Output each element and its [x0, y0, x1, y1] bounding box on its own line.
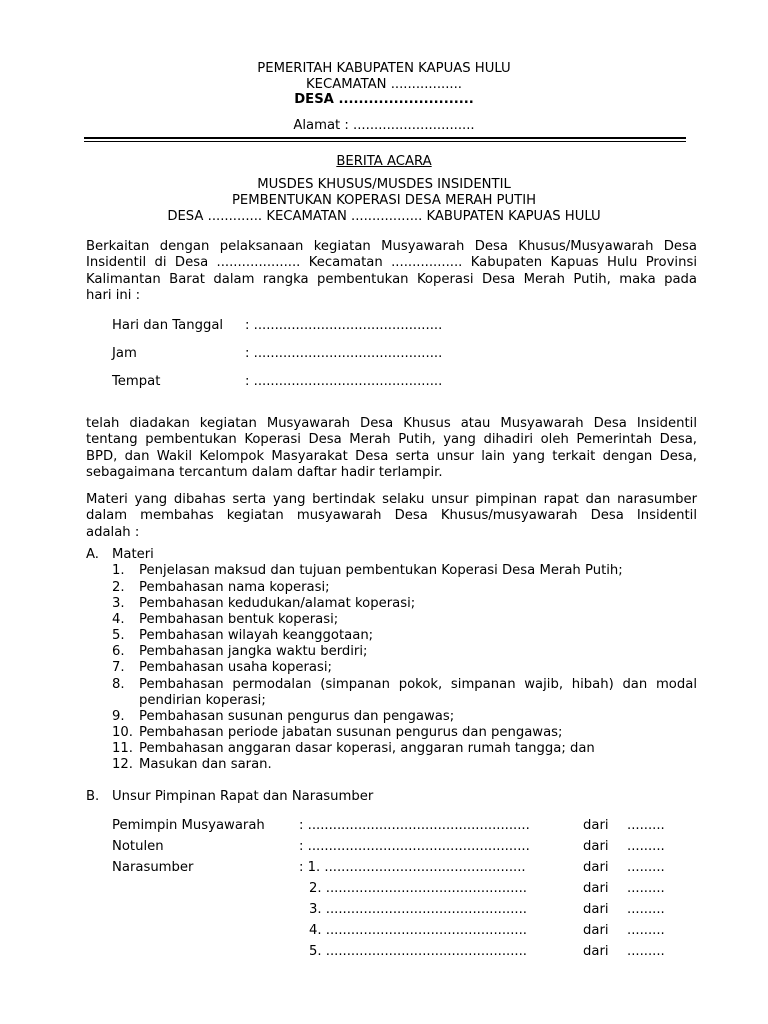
- role-value: : 1. ................................................: [299, 860, 526, 875]
- header-address: Alamat : .............................: [293, 118, 475, 133]
- list-item-text: Pembahasan periode jabatan susunan pengurus dan pengawas;: [139, 725, 563, 740]
- role-dari-label: dari: [583, 839, 609, 854]
- role-value: 2. ................................................: [309, 881, 527, 896]
- role-value: 4. ................................................: [309, 923, 527, 938]
- role-label-speakers: Narasumber: [112, 860, 194, 875]
- role-dari-label: dari: [583, 902, 609, 917]
- header-village: DESA ...........................: [294, 92, 474, 107]
- role-dari-value: .........: [627, 860, 665, 875]
- intro-line: Insidentil di Desa .................... Kecamatan ................. Kabupaten Kapuas Hulu Provinsi: [86, 255, 697, 271]
- document-type-title: BERITA ACARA: [336, 154, 432, 169]
- list-item-number: 11.: [112, 741, 133, 756]
- role-dari-label: dari: [583, 860, 609, 875]
- list-item-text: Masukan dan saran.: [139, 757, 272, 772]
- title-line-2: PEMBENTUKAN KOPERASI DESA MERAH PUTIH: [231, 193, 537, 208]
- list-item-text: Pembahasan kedudukan/alamat koperasi;: [139, 596, 416, 611]
- role-value: 5. ................................................: [309, 944, 527, 959]
- role-value: : .....................................................: [299, 839, 530, 854]
- role-dari-value: .........: [627, 902, 665, 917]
- role-dari-label: dari: [583, 881, 609, 896]
- role-dari-label: dari: [583, 944, 609, 959]
- title-line-1: MUSDES KHUSUS/MUSDES INSIDENTIL: [257, 177, 511, 192]
- section-b-marker: B.: [86, 789, 100, 804]
- list-item-number: 8.: [112, 677, 125, 692]
- role-dari-value: .........: [627, 881, 665, 896]
- activity-line: sebagaimana tercantum dalam daftar hadir terlampir.: [86, 464, 443, 480]
- header-divider-thick: [84, 137, 686, 139]
- materials-line: adalah :: [86, 524, 140, 540]
- role-value: 3. ................................................: [309, 902, 527, 917]
- list-item-text-line: pendirian koperasi;: [139, 693, 266, 709]
- title-line-3: DESA ............. KECAMATAN ................. KABUPATEN KAPUAS HULU: [167, 209, 601, 224]
- section-a-marker: A.: [86, 547, 99, 562]
- header-government: PEMERITAH KABUPATEN KAPUAS HULU: [257, 61, 511, 76]
- section-a-title: Materi: [112, 547, 154, 562]
- list-item-text: Penjelasan maksud dan tujuan pembentukan Koperasi Desa Merah Putih;: [139, 563, 623, 578]
- list-item-text: Pembahasan wilayah keanggotaan;: [139, 628, 374, 643]
- activity-line: BPD, dan Wakil Kelompok Masyarakat Desa serta unsur lain yang terkait dengan Desa,: [86, 448, 697, 464]
- intro-line: hari ini :: [86, 287, 141, 303]
- materials-paragraph: [86, 492, 697, 541]
- materials-line: Materi yang dibahas serta yang bertindak selaku unsur pimpinan rapat dan narasumber: [86, 492, 697, 507]
- list-item-number: 4.: [112, 612, 125, 627]
- role-dari-label: dari: [583, 923, 609, 938]
- role-dari-value: .........: [627, 923, 665, 938]
- list-item-text: Pembahasan susunan pengurus dan pengawas;: [139, 709, 455, 724]
- list-item-number: 5.: [112, 628, 125, 643]
- role-dari-value: .........: [627, 944, 665, 959]
- header-district: KECAMATAN .................: [306, 77, 462, 92]
- field-value-place: : .............................................: [245, 374, 443, 389]
- field-label-place: Tempat: [112, 374, 161, 389]
- activity-paragraph: [86, 416, 697, 481]
- list-item-number: 12.: [112, 757, 133, 772]
- list-item-text: Pembahasan usaha koperasi;: [139, 660, 332, 675]
- list-item-text-line: Pembahasan permodalan (simpanan pokok, simpanan wajib, hibah) dan modal: [139, 677, 697, 692]
- field-label-time: Jam: [112, 346, 137, 361]
- intro-paragraph: [86, 239, 697, 304]
- field-value-time: : .............................................: [245, 346, 443, 361]
- header-divider-thin: [84, 141, 686, 142]
- role-value: : .....................................................: [299, 818, 530, 833]
- role-dari-value: .........: [627, 839, 665, 854]
- list-item-number: 2.: [112, 580, 125, 595]
- intro-line: Kalimantan Barat dalam rangka pembentukan Koperasi Desa Merah Putih, maka pada: [86, 271, 697, 287]
- section-b-title: Unsur Pimpinan Rapat dan Narasumber: [112, 789, 374, 804]
- role-label-notetaker: Notulen: [112, 839, 164, 854]
- field-value-date: : .............................................: [245, 318, 443, 333]
- list-item-number: 9.: [112, 709, 125, 724]
- activity-line: tentang pembentukan Koperasi Desa Merah Putih, yang dihadiri oleh Pemerintah Desa,: [86, 432, 697, 448]
- list-item-number: 3.: [112, 596, 125, 611]
- list-item-text: Pembahasan bentuk koperasi;: [139, 612, 339, 627]
- activity-line: telah diadakan kegiatan Musyawarah Desa Khusus atau Musyawarah Desa Insidentil: [86, 416, 697, 431]
- list-item-text: [139, 677, 697, 709]
- intro-line: Berkaitan dengan pelaksanaan kegiatan Musyawarah Desa Khusus/Musyawarah Desa: [86, 239, 697, 254]
- list-item-text: Pembahasan nama koperasi;: [139, 580, 330, 595]
- materials-line: dalam membahas kegiatan musyawarah Desa Khusus/musyawarah Desa Insidentil: [86, 508, 697, 524]
- list-item-text: Pembahasan jangka waktu berdiri;: [139, 644, 368, 659]
- role-dari-value: .........: [627, 818, 665, 833]
- list-item-number: 10.: [112, 725, 133, 740]
- role-label-leader: Pemimpin Musyawarah: [112, 818, 265, 833]
- list-item-text: Pembahasan anggaran dasar koperasi, anggaran rumah tangga; dan: [139, 741, 595, 756]
- field-label-date: Hari dan Tanggal: [112, 318, 224, 333]
- list-item-number: 6.: [112, 644, 125, 659]
- list-item-number: 1.: [112, 563, 125, 578]
- list-item-number: 7.: [112, 660, 125, 675]
- role-dari-label: dari: [583, 818, 609, 833]
